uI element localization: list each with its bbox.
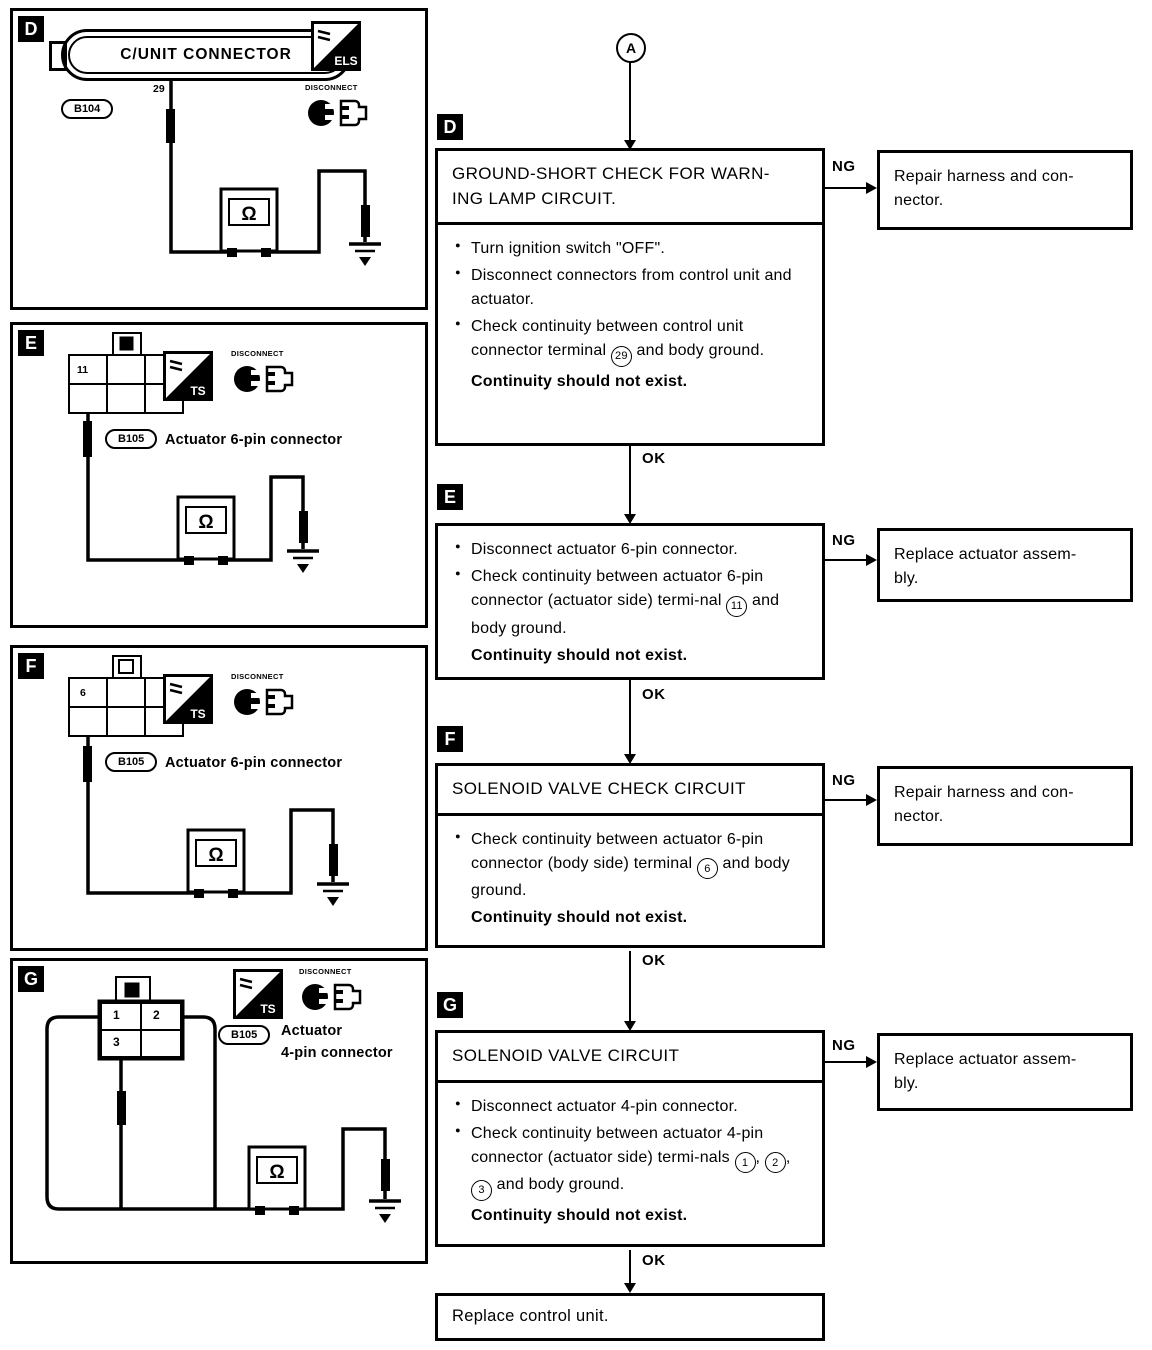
expected-result: Continuity should not exist. bbox=[471, 909, 688, 927]
ground-icon bbox=[317, 884, 349, 906]
pin-number-1: 1 bbox=[113, 1008, 120, 1022]
panel-label-g: G bbox=[18, 966, 44, 992]
panel-label-d: D bbox=[18, 16, 44, 42]
bullet: ● bbox=[455, 568, 461, 578]
terminal-bar bbox=[299, 511, 308, 543]
step-title: SOLENOID VALVE CIRCUIT bbox=[438, 1033, 822, 1083]
step-instruction: ● Check continuity between actuator 4-pin connector (actuator side) termi-nals 1 , 2 , 3 and body ground. bbox=[452, 1122, 808, 1202]
ok-label: OK bbox=[642, 450, 666, 467]
flow-step-label-d: D bbox=[437, 114, 463, 140]
ng-label: NG bbox=[832, 532, 856, 549]
ts-tester-icon bbox=[163, 351, 213, 401]
disconnect-plug-glyph bbox=[299, 977, 365, 1017]
terminal-number: 29 bbox=[153, 83, 165, 95]
connector-id-badge: B105 bbox=[105, 429, 157, 449]
terminal-number: 6 bbox=[80, 687, 86, 699]
disconnect-icon bbox=[231, 349, 301, 399]
panel-label-e: E bbox=[18, 330, 44, 356]
action-box-replace-actuator: Replace actuator assem- bly. bbox=[877, 1033, 1133, 1111]
pin-number-2: 2 bbox=[153, 1008, 160, 1022]
panel-e-circuit-diagram bbox=[10, 322, 428, 628]
flow-step-label-f: F bbox=[437, 726, 463, 752]
connector-caption-line1: Actuator bbox=[281, 1023, 343, 1039]
ground-icon bbox=[369, 1201, 401, 1223]
ts-tester-icon bbox=[163, 674, 213, 724]
step-instruction: ● Disconnect actuator 6-pin connector. bbox=[452, 538, 808, 562]
panel-f-wiring bbox=[13, 648, 425, 948]
connector-id-badge: B105 bbox=[218, 1025, 270, 1045]
flow-step-label-e: E bbox=[437, 484, 463, 510]
step-instruction: ● Turn ignition switch "OFF". bbox=[452, 237, 808, 261]
svg-text:Ω: Ω bbox=[241, 204, 257, 225]
ok-label: OK bbox=[642, 952, 666, 969]
disconnect-label: DISCONNECT bbox=[305, 83, 358, 92]
svg-text:TS: TS bbox=[260, 1002, 276, 1016]
connector-caption: Actuator 6-pin connector bbox=[165, 432, 343, 448]
svg-text:ELS: ELS bbox=[334, 54, 358, 68]
terminal-number: 11 bbox=[77, 364, 89, 376]
terminal-3-circled: 3 bbox=[471, 1180, 492, 1201]
bullet: ● bbox=[455, 1097, 461, 1108]
terminal-bar bbox=[83, 746, 92, 782]
panel-label-f: F bbox=[18, 653, 44, 679]
ng-label: NG bbox=[832, 158, 856, 175]
connector-caption-line2: 4-pin connector bbox=[281, 1045, 393, 1061]
connector-id-badge: B105 bbox=[105, 752, 157, 772]
expected-result: Continuity should not exist. bbox=[471, 1207, 688, 1225]
ground-icon bbox=[287, 551, 319, 573]
terminal-11-circled: 11 bbox=[726, 596, 747, 617]
disconnect-plug-glyph bbox=[231, 359, 297, 399]
connector-id-badge: B104 bbox=[61, 99, 113, 119]
panel-g-circuit-diagram bbox=[10, 958, 428, 1264]
svg-text:TS: TS bbox=[190, 707, 206, 721]
step-title: GROUND-SHORT CHECK FOR WARN- ING LAMP CIRCUIT. bbox=[438, 151, 822, 225]
terminal-6-circled: 6 bbox=[697, 858, 718, 879]
terminal-2-circled: 2 bbox=[765, 1152, 786, 1173]
action-box-repair-harness: Repair harness and con- nector. bbox=[877, 150, 1133, 230]
step-title: SOLENOID VALVE CHECK CIRCUIT bbox=[438, 766, 822, 816]
bullet: ● bbox=[455, 541, 461, 551]
step-instruction: ● Disconnect actuator 4-pin connector. bbox=[452, 1095, 808, 1119]
step-instruction: ● Check continuity between control unit connector terminal 29 and body ground. bbox=[452, 315, 808, 367]
bullet: ● bbox=[455, 1124, 461, 1135]
expected-result: Continuity should not exist. bbox=[471, 646, 688, 664]
terminal-bar bbox=[166, 109, 175, 143]
action-box-repair-harness: Repair harness and con- nector. bbox=[877, 766, 1133, 846]
bullet: ● bbox=[455, 318, 461, 329]
ok-label: OK bbox=[642, 1252, 666, 1269]
ok-label: OK bbox=[642, 686, 666, 703]
terminal-bar bbox=[329, 844, 338, 876]
ohmmeter-icon bbox=[221, 189, 277, 257]
disconnect-label: DISCONNECT bbox=[299, 967, 352, 976]
step-instruction: ● Check continuity between actuator 6-pin connector (body side) terminal 6 and body ground. bbox=[452, 828, 808, 904]
svg-text:TS: TS bbox=[190, 384, 206, 398]
control-unit-connector-shape bbox=[61, 29, 351, 81]
ng-label: NG bbox=[832, 772, 856, 789]
disconnect-plug-glyph bbox=[231, 682, 297, 722]
terminal-bar bbox=[83, 421, 92, 457]
svg-text:Ω: Ω bbox=[208, 845, 224, 866]
terminal-bar bbox=[381, 1159, 390, 1191]
terminal-bar bbox=[117, 1091, 126, 1125]
step-box-ground-short-check bbox=[435, 148, 825, 446]
panel-d-circuit-diagram bbox=[10, 8, 428, 310]
bullet: ● bbox=[455, 267, 461, 278]
disconnect-label: DISCONNECT bbox=[231, 349, 284, 358]
disconnect-icon bbox=[305, 83, 375, 133]
pin-number-3: 3 bbox=[113, 1035, 120, 1049]
control-unit-connector-title: C/UNIT CONNECTOR bbox=[68, 36, 344, 74]
flow-entry-connector-a: A bbox=[616, 33, 646, 63]
step-box-solenoid-valve-circuit bbox=[435, 1030, 825, 1247]
disconnect-icon bbox=[231, 672, 301, 722]
connector-caption: Actuator 6-pin connector bbox=[165, 755, 343, 771]
ohmmeter-icon bbox=[178, 497, 234, 565]
terminal-bar bbox=[361, 205, 370, 237]
svg-text:Ω: Ω bbox=[269, 1162, 285, 1183]
ts-tester-icon bbox=[233, 969, 283, 1019]
bullet: ● bbox=[455, 830, 461, 841]
panel-f-circuit-diagram bbox=[10, 645, 428, 951]
flow-step-label-g: G bbox=[437, 992, 463, 1018]
ground-icon bbox=[349, 244, 381, 266]
disconnect-plug-glyph bbox=[305, 93, 371, 133]
ohmmeter-icon bbox=[188, 830, 244, 898]
bullet: ● bbox=[455, 240, 461, 251]
terminal-29-circled: 29 bbox=[611, 346, 632, 367]
terminal-1-circled: 1 bbox=[735, 1152, 756, 1173]
step-box-actuator-6pin-check bbox=[435, 523, 825, 680]
els-tester-icon bbox=[311, 21, 361, 71]
svg-text:Ω: Ω bbox=[198, 512, 214, 533]
step-instruction: ● Check continuity between actuator 6-pin connector (actuator side) termi-nal 11 and body ground. bbox=[452, 565, 808, 641]
step-instruction: ● Disconnect connectors from control unit and actuator. bbox=[452, 264, 808, 312]
final-action-replace-control-unit: Replace control unit. bbox=[435, 1293, 825, 1341]
action-box-replace-actuator: Replace actuator assem- bly. bbox=[877, 528, 1133, 602]
disconnect-label: DISCONNECT bbox=[231, 672, 284, 681]
pin-connector-grid bbox=[99, 977, 183, 1059]
ohmmeter-icon bbox=[249, 1147, 305, 1215]
disconnect-icon bbox=[299, 967, 369, 1017]
panel-e-wiring bbox=[13, 325, 425, 625]
expected-result: Continuity should not exist. bbox=[471, 373, 688, 391]
ng-label: NG bbox=[832, 1037, 856, 1054]
step-box-solenoid-valve-check-circuit bbox=[435, 763, 825, 948]
